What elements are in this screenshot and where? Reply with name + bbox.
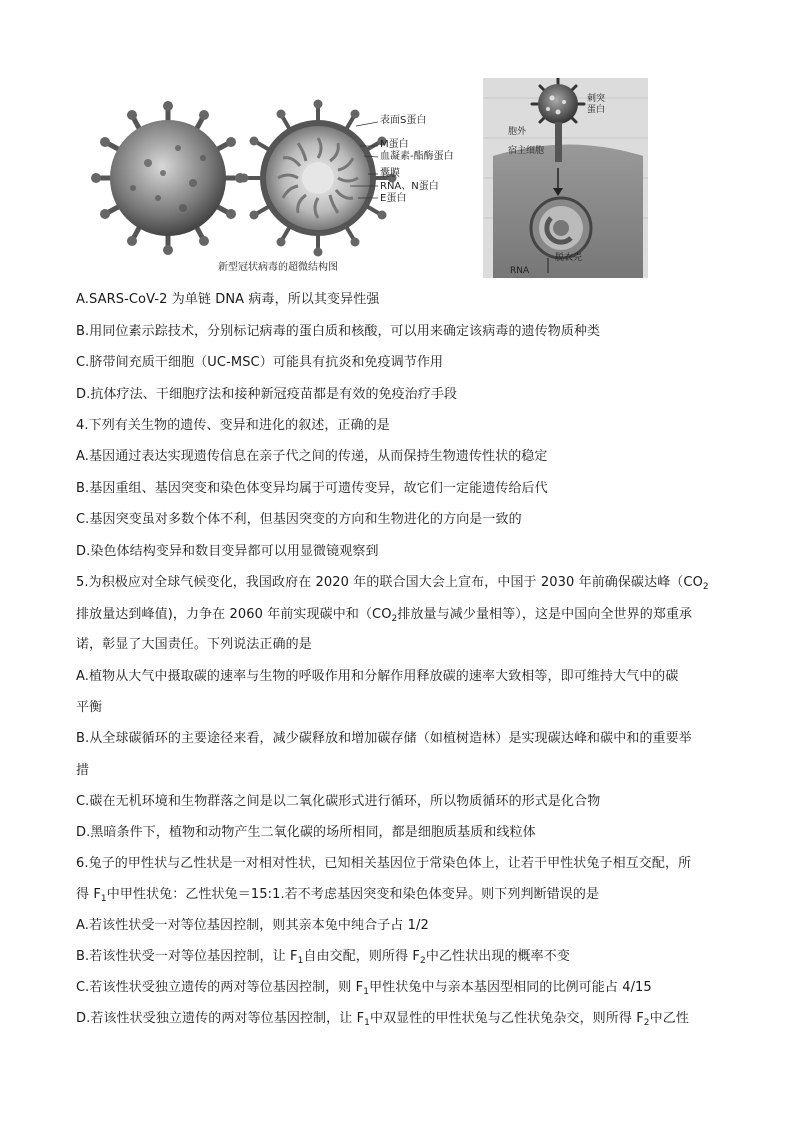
q5-option-b-line1: B.从全球碳循环的主要途径来看，减少碳释放和增加碳存储（如植树造林）是实现碳达峰和碳中和的重要举	[76, 731, 692, 746]
q5-option-a-line2: 平衡	[76, 700, 103, 715]
q6-option-d	[76, 1011, 689, 1028]
q4-stem: 4.下列有关生物的遗传、变异和进化的叙述，正确的是	[76, 418, 390, 433]
q4-option-a: A.基因通过表达实现遗传信息在亲子代之间的传递，从而保持生物遗传性状的稳定	[76, 449, 548, 464]
q6-option-c-a: C.若该性状受独立遗传的两对等位基因控制，则 F	[76, 980, 364, 995]
subscript: 2	[420, 956, 426, 966]
subscript: 2	[643, 1018, 650, 1028]
q5-stem-line1-text: 5.为积极应对全球气候变化，我国政府在 2020 年的联合国大会上宣布，中国于 2030 年前确保碳达峰（CO	[76, 575, 703, 590]
q6-stem-line2-a: 得 F	[76, 887, 101, 902]
q6-option-d-c: 中乙性	[649, 1011, 689, 1026]
label-envelope: 囊膜	[380, 168, 400, 179]
q6-stem-line2	[76, 887, 600, 904]
q5-stem-line2-text-b: 排放量与减少量相等），这是中国向全世界的郑重承	[397, 607, 693, 622]
q5-option-d: D.黑暗条件下，植物和动物产生二氧化碳的场所相同，都是细胞质基质和线粒体	[76, 825, 536, 840]
q6-stem-line1: 6.兔子的甲性状与乙性状是一对相对性状，已知相关基因位于常染色体上，让若干甲性状兔子相互交配，所	[76, 856, 692, 871]
q4-option-c: C.基因突变虽对多数个体不利，但基因突变的方向和生物进化的方向是一致的	[76, 512, 522, 527]
label-e-protein: E蛋白	[380, 193, 407, 204]
label-host-cell: 宿主细胞	[508, 146, 545, 156]
q5-stem-line1	[76, 575, 709, 592]
figure-caption: 新型冠状病毒的超微结构图	[218, 262, 338, 273]
label-m-protein: M蛋白	[380, 139, 409, 150]
q5-option-c: C.碳在无机环境和生物群落之间是以二氧化碳形式进行循环，所以物质循环的形式是化合物	[76, 794, 601, 809]
label-hemagglutinin-esterase: 血凝素-酯酶蛋白	[380, 151, 454, 162]
q6-option-c	[76, 980, 652, 997]
label-protein: 蛋白	[587, 105, 606, 115]
label-outside: 胞外	[508, 127, 527, 137]
q3-option-c: C.脐带间充质干细胞（UC-MSC）可能具有抗炎和免疫调节作用	[76, 355, 444, 370]
q6-option-b-c: 中乙性状出现的概率不变	[425, 949, 570, 964]
label-rna: RNA	[510, 266, 530, 276]
subscript: 1	[364, 1018, 370, 1028]
subscript: 2	[391, 614, 398, 624]
q4-option-b: B.基因重组、基因突变和染色体变异均属于可遗传变异，故它们一定能遗传给后代	[76, 481, 548, 496]
infection-panel	[483, 78, 648, 278]
subscript: 1	[363, 987, 370, 997]
virus-illustration	[88, 78, 648, 278]
q4-option-d: D.染色体结构变异和数目变异都可以用显微镜观察到	[76, 544, 379, 559]
virus-whole	[91, 101, 245, 255]
subscript: 1	[100, 894, 107, 904]
subscript: 2	[702, 582, 709, 592]
q6-option-c-b: 甲性状兔中与亲本基因型相同的比例可能占 4/15	[369, 980, 652, 995]
q5-stem-line3: 诺，彰显了大国责任。下列说法正确的是	[76, 637, 312, 652]
label-rna-n-protein: RNA、N蛋白	[380, 181, 439, 192]
q6-option-d-b: 中双显性的甲性状兔与乙性状兔杂交，则所得 F	[369, 1011, 644, 1026]
q5-stem-line2-text-a: 排放量达到峰值)，力争在 2060 年前实现碳中和（CO	[76, 607, 392, 622]
q6-option-d-a: D.若该性状受独立遗传的两对等位基因控制，让 F	[76, 1011, 365, 1026]
q3-option-b: B.用同位素示踪技术，分别标记病毒的蛋白质和核酸，可以用来确定该病毒的遗传物质种类	[76, 324, 601, 339]
label-spike: 刺突	[587, 94, 606, 104]
q5-option-a-line1: A.植物从大气中摄取碳的速率与生物的呼吸作用和分解作用释放碳的速率大致相等，即可维持大气中的碳	[76, 669, 679, 684]
q5-stem-line2	[76, 607, 693, 624]
label-surface-s-protein: 表面S蛋白	[380, 115, 427, 126]
label-uncoating: 脱衣壳	[555, 253, 583, 263]
virus-figure	[88, 78, 648, 278]
q6-option-b-a: B.若该性状受一对等位基因控制，让 F	[76, 949, 298, 964]
q6-option-b	[76, 949, 570, 966]
q3-option-a: A.SARS-CoV-2 为单链 DNA 病毒，所以其变异性强	[76, 292, 380, 307]
q6-option-a: A.若该性状受一对等位基因控制，则其亲本兔中纯合子占 1/2	[76, 918, 429, 933]
q5-option-b-line2: 措	[76, 763, 90, 778]
q6-stem-line2-b: 中甲性状兔：乙性状兔＝15:1.若不考虑基因突变和染色体变异。则下列判断错误的是	[106, 887, 600, 902]
subscript: 1	[297, 956, 304, 966]
q6-option-b-b: 自由交配，则所得 F	[303, 949, 421, 964]
q3-option-d: D.抗体疗法、干细胞疗法和接种新冠疫苗都是有效的免疫治疗手段	[76, 387, 458, 402]
